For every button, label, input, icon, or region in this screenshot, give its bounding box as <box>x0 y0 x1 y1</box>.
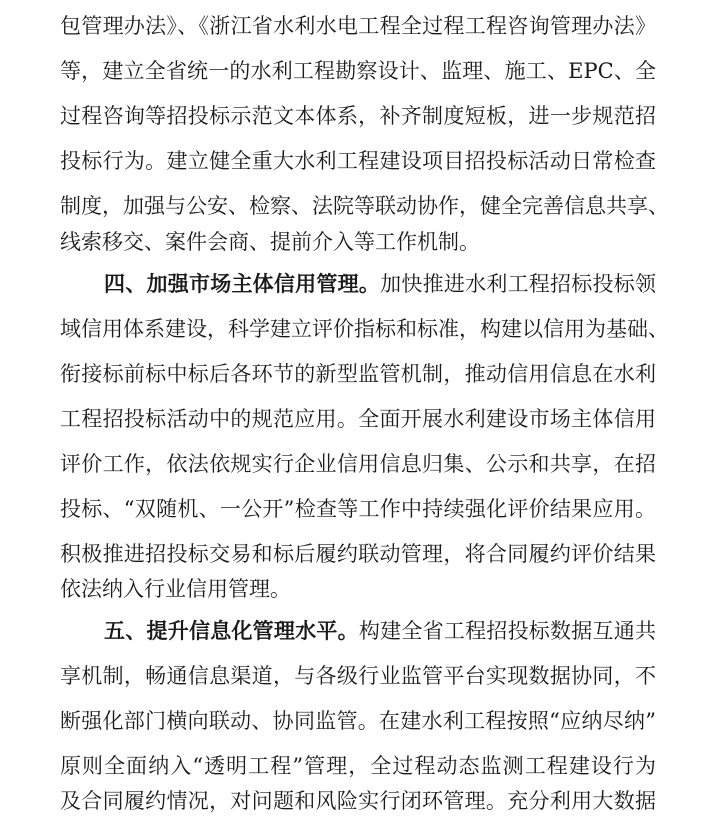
paragraph-line: 过程咨询等招投标示范文本体系，补齐制度短板，进一步规范招 <box>60 104 656 128</box>
paragraph-line: 等，建立全省统一的水利工程勘察设计、监理、施工、EPC、全 <box>60 59 656 83</box>
paragraph-line: 包管理办法》、《浙江省水利水电工程全过程工程咨询管理办法》 <box>60 14 656 38</box>
section-4-line: 依法纳入行业信用管理。 <box>60 577 291 601</box>
section-4-line: 衔接标前标中标后各环节的新型监管机制，推动信用信息在水利 <box>60 362 656 386</box>
section-5-line: 原则全面纳入“透明工程”管理，全过程动态监测工程建设行为 <box>60 754 656 778</box>
section-5-line: 断强化部门横向联动、协同监管。在建水利工程按照“应纳尽纳” <box>60 709 656 733</box>
section-4-line: 工程招投标活动中的规范应用。全面开展水利建设市场主体信用 <box>60 407 656 431</box>
section-4-line: 评价工作，依法依规实行企业信用信息归集、公示和共享，在招 <box>60 452 656 476</box>
section-4-first-text: 加快推进水利工程招标投标领 <box>380 272 657 296</box>
section-5-line: 享机制，畅通信息渠道，与各级行业监管平台实现数据协同，不 <box>60 664 656 688</box>
section-5-first-text: 构建全省工程招投标数据互通共 <box>358 619 657 643</box>
section-5-first-line <box>104 609 656 653</box>
section-4-first-line <box>104 262 656 306</box>
section-4-line: 域信用体系建设，科学建立评价指标和标准，构建以信用为基础、 <box>60 317 669 341</box>
section-4-heading: 四、加强市场主体信用管理。 <box>104 271 381 296</box>
section-5-line: 及合同履约情况，对问题和风险实行闭环管理。充分利用大数据 <box>60 789 656 813</box>
paragraph-line: 投标行为。建立健全重大水利工程建设项目招投标活动日常检查 <box>60 149 656 173</box>
section-5-heading: 五、提升信息化管理水平。 <box>104 618 359 643</box>
section-4-line: 投标、“双随机、一公开”检查等工作中持续强化评价结果应用。 <box>60 497 656 521</box>
paragraph-line: 制度，加强与公安、检察、法院等联动协作，健全完善信息共享、 <box>60 194 669 218</box>
section-4-line: 积极推进招投标交易和标后履约联动管理，将合同履约评价结果 <box>60 542 656 566</box>
paragraph-line: 线索移交、案件会商、提前介入等工作机制。 <box>60 230 480 254</box>
